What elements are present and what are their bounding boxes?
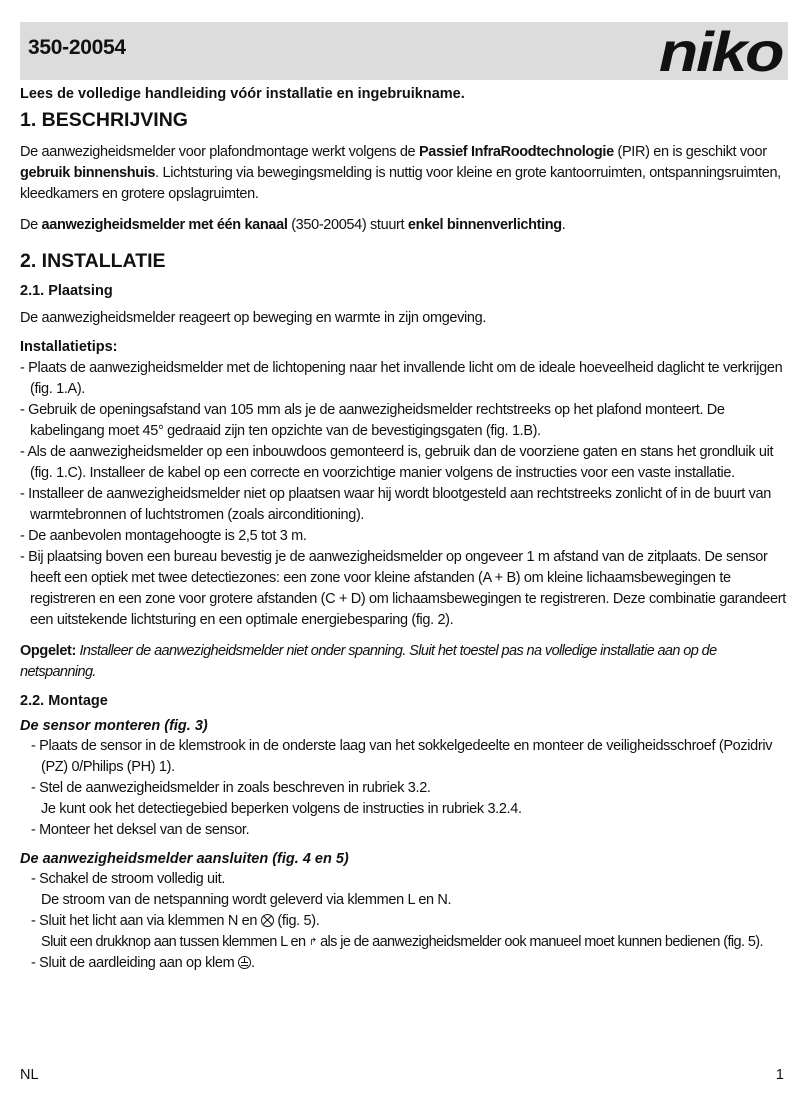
list-item: - Plaats de sensor in de klemstrook in de onderste laag van het sokkelgedeelte en monteer de veiligheidsschroef (Pozidriv (PZ) 0/Philips (PH) 1). [31,738,773,775]
list-item-continuation: Sluit een drukknop aan tussen klemmen L en ↱ als je de aanwezigheidsmelder ook manueel moet kunnen bedienen (fig. 5). [41,934,763,950]
list-item: - Als de aanwezigheidsmelder op een inbouwdoos gemonteerd is, gebruik dan de voorziene gaten en stans het grondluik uit (fig. 1.C). Installeer de kabel op een correcte en voorzichtige manier volgens de instructies voor een vaste installatie. [20,444,774,481]
warning-label: Opgelet: [20,643,77,659]
connect-detector-subheading: De aanwezigheidsmelder aansluiten (fig. 4 en 5) [20,851,349,867]
installation-tips-title: Installatietips: [20,339,118,355]
list-item: - Sluit het licht aan via klemmen N en (fig. 5). Sluit een drukknop aan tussen klemmen L en ↱ als je de aanwezigheidsmelder ook manueel moet kunnen bedienen (fig. 5). [31,911,790,953]
intro-notice: Lees de volledige handleiding vóór installatie en ingebruikname. [20,86,465,102]
pushbutton-terminal-icon: ↱ [308,937,317,948]
logo-text: niko [658,20,782,83]
list-item: - Sluit de aardleiding aan op klem . [31,955,255,971]
document-body [20,86,790,984]
subsection-2-1-paragraph: De aanwezigheidsmelder reageert op beweging en warmte in zijn omgeving. [20,310,487,326]
section-1-paragraph-2: De aanwezigheidsmelder met één kanaal (350-20054) stuurt enkel binnenverlichting. [20,217,566,233]
language-code: NL [20,1067,39,1083]
list-item: - Stel de aanwezigheidsmelder in zoals beschreven in rubriek 3.2. Je kunt ook het detectiegebied beperken volgens de instructies in rubriek 3.2.4. [31,778,790,820]
lamp-symbol-icon [261,914,274,927]
warning-note [20,641,790,683]
mount-sensor-list [20,736,790,841]
mount-sensor-subheading: De sensor monteren (fig. 3) [20,718,208,734]
list-item-continuation: Je kunt ook het detectiegebied beperken volgens de instructies in rubriek 3.2.4. [41,801,522,817]
earth-symbol-icon [238,956,251,969]
page-header [20,20,788,83]
document-code: 350-20054 [28,36,126,59]
niko-logo [624,20,784,83]
list-item: - Bij plaatsing boven een bureau bevestig je de aanwezigheidsmelder op ongeveer 1 m afstand van de zitplaats. De sensor heeft een optiek met twee detectiezones: een zone voor kleine afstanden (A + B) om kleine lichaamsbewegingen te registreren en een zone voor grotere afstanden (C + D) om lichaamsbewegingen te registreren. Deze combinatie garandeert een uitstekende lichtsturing en een optimale energiebesparing (fig. 2). [20,549,786,628]
list-item: - Gebruik de openingsafstand van 105 mm als je de aanwezigheidsmelder rechtstreeks op het plafond monteert. De kabelingang moet 45° gedraaid zijn ten opzichte van de bevestigingsgaten (fig. 1.B). [20,402,725,439]
list-item-continuation: De stroom van de netspanning wordt geleverd via klemmen L en N. [41,892,452,908]
list-item: - Monteer het deksel van de sensor. [31,822,250,838]
subsection-2-1-title: 2.1. Plaatsing [20,283,113,299]
list-item: - Installeer de aanwezigheidsmelder niet op plaatsen waar hij wordt blootgesteld aan rechtstreeks zonlicht of in de buurt van warmtebronnen of luchtstromen (zoals airconditioning). [20,486,771,523]
warning-text: Installeer de aanwezigheidsmelder niet onder spanning. Sluit het toestel pas na volledige installatie aan op de netspanning. [20,643,717,680]
list-item: - Schakel de stroom volledig uit. De stroom van de netspanning wordt geleverd via klemmen L en N. [31,869,790,911]
page-number: 1 [775,1067,784,1083]
section-1-paragraph-1: De aanwezigheidsmelder voor plafondmontage werkt volgens de Passief InfraRoodtechnologie (PIR) en is geschikt voor gebruik binnenshuis. Lichtsturing via bewegingsmelding is nuttig voor kleine en grote kantoorruimten, ontspanningsruimten, kleedkamers en grotere opslagruimten. [20,144,781,202]
installation-tips-list [20,358,790,631]
connect-detector-list [20,869,790,974]
list-item: - De aanbevolen montagehoogte is 2,5 tot 3 m. [20,528,307,544]
section-1-title: 1. BESCHRIJVING [20,109,188,131]
list-item: - Plaats de aanwezigheidsmelder met de lichtopening naar het invallende licht om de ideale hoeveelheid daglicht te verkrijgen (fig. 1.A). [20,360,783,397]
section-2-title: 2. INSTALLATIE [20,250,166,272]
subsection-2-2-title: 2.2. Montage [20,693,108,709]
